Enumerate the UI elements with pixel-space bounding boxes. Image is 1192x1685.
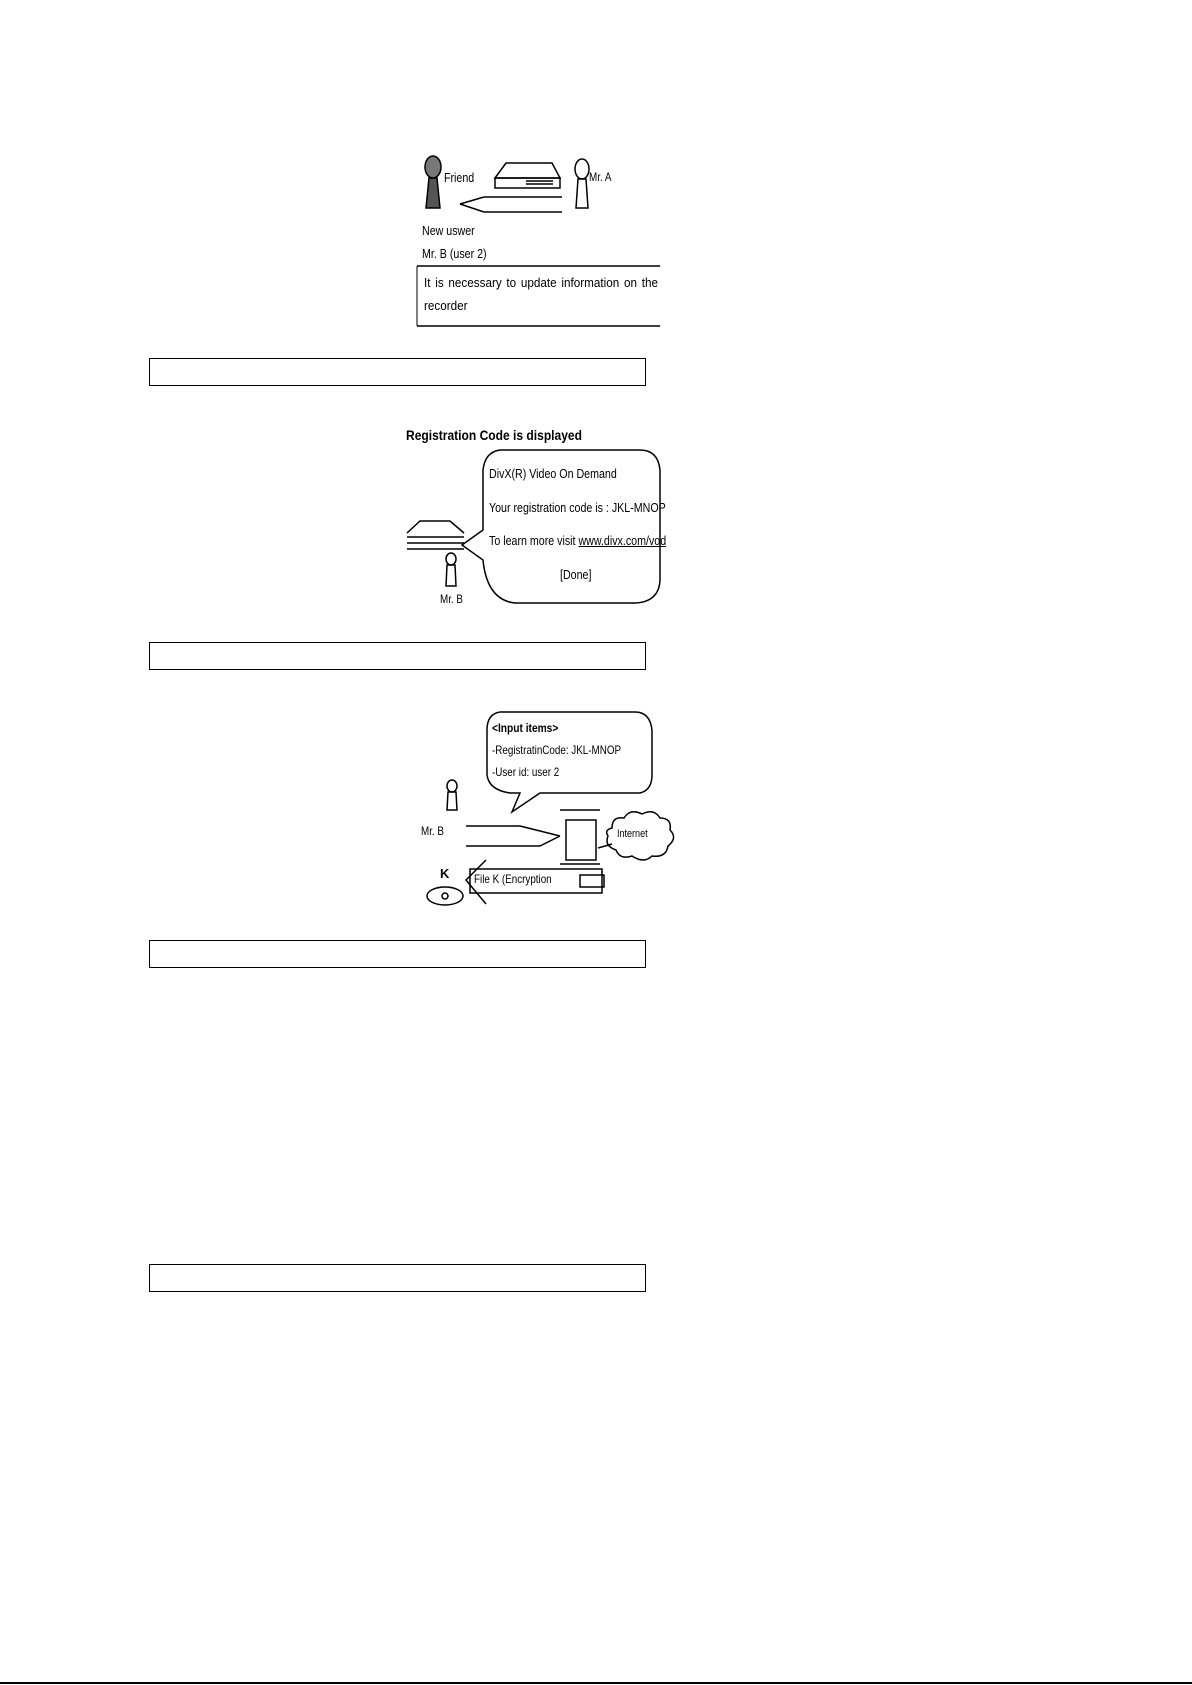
recorder-icon-1	[495, 163, 560, 188]
mr-b-person-icon-3	[447, 780, 457, 810]
mr-a-label: Mr. A	[589, 170, 612, 184]
mr-b-person-icon-2	[446, 553, 456, 586]
update-note: It is necessary to update information on the recorder	[424, 275, 658, 313]
caption-box-3	[149, 940, 646, 968]
caption-box-4	[149, 1264, 646, 1292]
mr-b-label-2: Mr. B	[440, 592, 463, 606]
caption-box-2	[149, 642, 646, 670]
file-encryption-label: File K (Encryption	[474, 872, 552, 886]
mr-a-person-icon	[575, 159, 589, 208]
registration-heading: Registration Code is displayed	[406, 427, 582, 443]
dialog-title: DivX(R) Video On Demand	[489, 466, 617, 481]
computer-icon	[560, 810, 604, 887]
key-label: K	[440, 866, 450, 881]
dialog-learn-more	[489, 533, 666, 548]
input-items-title: <Input items>	[492, 721, 559, 735]
transfer-arrow-1	[460, 197, 562, 212]
friend-label: Friend	[444, 170, 475, 185]
new-user-label: New uswer	[422, 223, 475, 238]
send-arrow	[466, 826, 560, 846]
user2-label: Mr. B (user 2)	[422, 246, 487, 261]
caption-box-1	[149, 358, 646, 386]
dialog-done-button[interactable]: [Done]	[560, 567, 592, 582]
input-registration-code: -RegistratinCode: JKL-MNOP	[492, 743, 622, 757]
key-disc-icon	[427, 887, 463, 905]
mr-b-label-3: Mr. B	[421, 824, 444, 838]
internet-label: Internet	[617, 828, 648, 840]
dialog-url-link[interactable]: www.divx.com/vod	[578, 533, 667, 548]
recorder-icon-2	[407, 521, 464, 549]
dialog-code: Your registration code is : JKL-MNOP	[489, 500, 666, 515]
page-bottom-rule	[0, 1682, 1192, 1684]
friend-person-icon	[425, 156, 441, 208]
dialog-learn-prefix: To learn more visit	[489, 533, 579, 548]
input-user-id: -User id: user 2	[492, 765, 560, 779]
